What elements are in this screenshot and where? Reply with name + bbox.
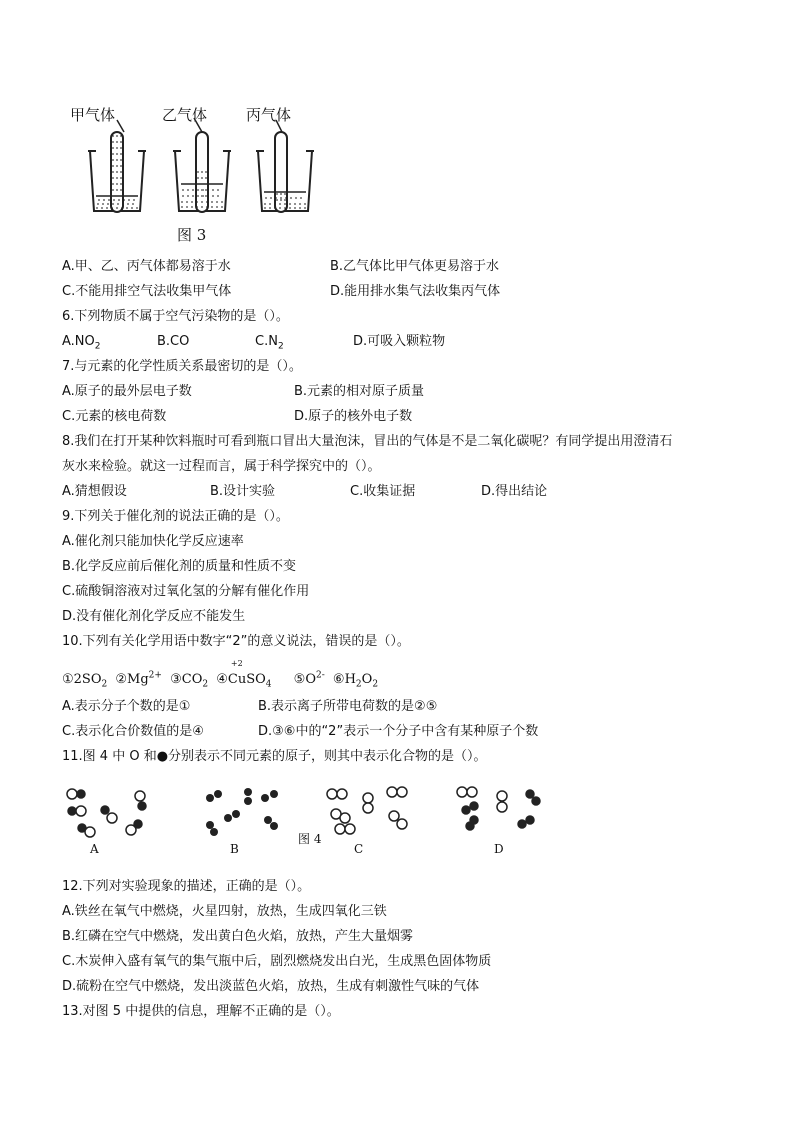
option-c-molecules	[327, 787, 407, 834]
q9-option-b: B.化学反应前后催化剂的质量和性质不变	[62, 559, 297, 574]
q6-stem: 6.下列物质不属于空气污染物的是（）。	[62, 309, 289, 324]
q7-option-c: C.元素的核电荷数	[62, 409, 167, 424]
q8-stem-line-2: 灰水来检验。就这一过程而言，属于科学探究中的（）。	[62, 459, 381, 474]
formula-2: $②Mg^{2+}$	[115, 671, 162, 688]
q7-option-d: D.原子的核外电子数	[294, 409, 413, 424]
gas-yi-label: 乙气体	[162, 106, 208, 124]
beaker-jia	[88, 120, 146, 212]
option-b-molecules	[206, 788, 278, 836]
option-a-molecules	[67, 789, 146, 837]
q6-option-d: D.可吸入颗粒物	[353, 334, 446, 349]
figure-3	[62, 96, 322, 246]
figure-4-label-d: D	[494, 842, 504, 856]
gas-bing-label: 丙气体	[246, 106, 292, 124]
q6-option-a: $A.NO_2$	[62, 334, 101, 352]
q12-option-a: A.铁丝在氧气中燃烧，火星四射，放热，生成四氧化三铁	[62, 904, 387, 919]
beaker-bing	[256, 120, 314, 212]
gas-jia-label: 甲气体	[70, 106, 116, 124]
q12-option-d: D.硫粉在空气中燃烧，发出淡蓝色火焰，放热，生成有刺激性气味的气体	[62, 979, 480, 994]
q7-option-a: A.原子的最外层电子数	[62, 384, 192, 399]
q10-formulas	[62, 659, 379, 690]
q9-option-a: A.催化剂只能加快化学反应速率	[62, 534, 244, 549]
q5-option-a: A.甲、乙、丙气体都易溶于水	[62, 259, 231, 274]
q12-stem: 12.下列对实验现象的描述，正确的是（）。	[62, 879, 311, 894]
q12-option-b: B.红磷在空气中燃烧，发出黄白色火焰，放热，产生大量烟雾	[62, 929, 414, 944]
formula-6: $⑥H_2O_2$	[332, 672, 379, 690]
q10-option-d: D.③⑥中的“2”表示一个分子中含有某种原子个数	[258, 724, 539, 739]
figure-4-caption: 图 4	[298, 832, 322, 846]
q7-option-b: B.元素的相对原子质量	[294, 384, 425, 399]
figure-4-label-b: B	[230, 842, 239, 856]
formula-1: $①2SO_2$	[62, 672, 108, 690]
figure-4	[60, 780, 550, 862]
q10-stem: 10.下列有关化学用语中数字“2”的意义说法，错误的是（）。	[62, 634, 410, 649]
q13-stem: 13.对图 5 中提供的信息，理解不正确的是（）。	[62, 1004, 340, 1019]
figure-4-label-a: A	[90, 842, 99, 856]
q5-option-d: D.能用排水集气法收集丙气体	[330, 284, 501, 299]
q9-option-c: C.硫酸铜溶液对过氧化氢的分解有催化作用	[62, 584, 310, 599]
option-d-molecules	[457, 787, 540, 830]
q6-option-c: $C.N_2$	[255, 334, 284, 352]
figure-3-caption: 图 3	[177, 226, 207, 244]
q9-option-d: D.没有催化剂化学反应不能发生	[62, 609, 246, 624]
q8-option-d: D.得出结论	[481, 484, 548, 499]
q5-option-c: C.不能用排空气法收集甲气体	[62, 284, 232, 299]
valence-mark: +2	[230, 659, 243, 669]
q9-stem: 9.下列关于催化剂的说法正确的是（）。	[62, 509, 289, 524]
beaker-yi	[173, 118, 231, 212]
q12-option-c: C.木炭伸入盛有氧气的集气瓶中后，剧烈燃烧发出白光，生成黑色固体物质	[62, 954, 492, 969]
beaker-drawing	[62, 96, 322, 221]
q8-option-b: B.设计实验	[210, 484, 276, 499]
formula-5: $⑤O^{2-}$	[293, 671, 325, 688]
q8-stem-line-1: 8.我们在打开某种饮料瓶时可看到瓶口冒出大量泡沫，冒出的气体是不是二氧化碳呢？有同学提出用澄清石	[62, 434, 673, 449]
q8-option-c: C.收集证据	[350, 484, 416, 499]
q7-stem: 7.与元素的化学性质关系最密切的是（）。	[62, 359, 302, 374]
formula-3: $③CO_2$	[170, 672, 209, 690]
formula-4: ④ +2 CuSO$_4$	[216, 659, 272, 690]
q10-option-c: C.表示化合价数值的是④	[62, 724, 204, 739]
figure-4-label-c: C	[354, 842, 364, 856]
q11-stem: 11.图 4 中 O 和●分别表示不同元素的原子，则其中表示化合物的是（）。	[62, 749, 487, 764]
q8-option-a: A.猜想假设	[62, 484, 127, 499]
q10-option-b: B.表示离子所带电荷数的是②⑤	[258, 699, 438, 714]
q10-option-a: A.表示分子个数的是①	[62, 699, 191, 714]
q6-option-b: B.CO	[157, 334, 190, 349]
q5-option-b: B.乙气体比甲气体更易溶于水	[330, 259, 500, 274]
